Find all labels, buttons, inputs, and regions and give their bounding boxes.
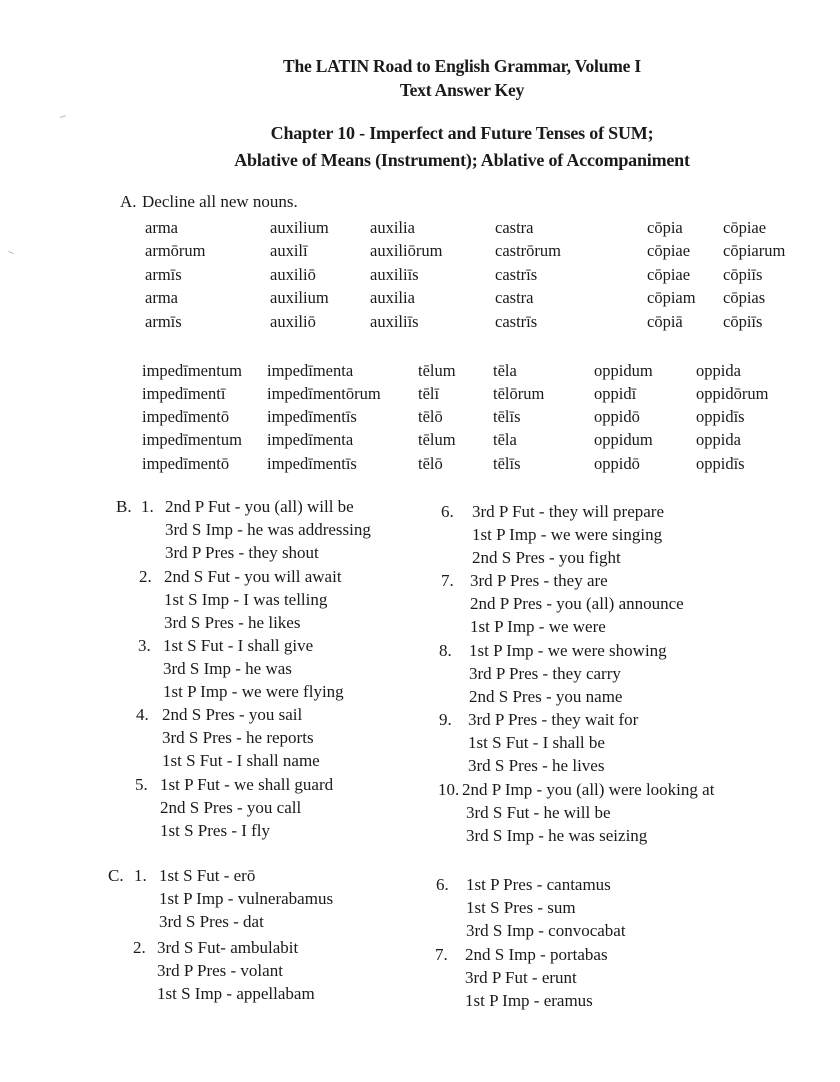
declension-form: impedīmenta <box>267 430 354 449</box>
answer-line: 2nd S Fut - you will await <box>164 567 342 586</box>
declension-form: cōpias <box>723 288 766 307</box>
declension-form: impedīmentō <box>142 454 230 473</box>
scan-artifact <box>60 115 66 118</box>
answer-line: 3rd S Fut - he will be <box>466 803 611 823</box>
declension-form: cōpiīs <box>723 265 763 284</box>
answer-line: 3rd S Imp - he was <box>163 659 292 679</box>
answer-line: 1st P Imp - vulnerabamus <box>159 889 334 909</box>
book-title: The LATIN Road to English Grammar, Volume I <box>283 56 641 76</box>
declension-form: arma <box>145 288 178 307</box>
item-number: 2. <box>139 567 152 586</box>
answer-line: 1st P Imp - we were showing <box>469 641 667 660</box>
answer-line: 1st P Imp - we were <box>470 617 606 637</box>
scan-artifact <box>8 251 14 254</box>
declension-form: cōpiam <box>647 288 696 307</box>
declension-form: tēlōrum <box>493 384 545 403</box>
declension-form: armīs <box>145 265 182 284</box>
declension-form: castra <box>495 218 534 237</box>
answer-line: 1st S Fut - I shall be <box>468 733 605 753</box>
item-number: 3. <box>138 636 151 655</box>
page-subtitle: Text Answer Key <box>399 80 525 100</box>
answer-line: 1st S Imp - I was telling <box>164 590 328 610</box>
answer-line: 2nd S Pres - you fight <box>472 548 621 568</box>
declension-form: tēla <box>493 430 517 449</box>
declension-form: auxilia <box>370 218 415 237</box>
declension-form: oppidum <box>594 430 653 449</box>
declension-form: auxilia <box>370 288 415 307</box>
declension-form: oppidī <box>594 384 637 403</box>
item-number: 1. <box>134 866 147 885</box>
declension-form: auxiliīs <box>370 312 419 331</box>
declension-form: auxiliō <box>270 312 316 331</box>
declension-form: cōpiae <box>647 241 691 260</box>
answer-line: 2nd S Imp - portabas <box>465 945 608 964</box>
section-b-label: B. <box>116 497 132 516</box>
declension-form: castrōrum <box>495 241 561 260</box>
answer-line: 1st S Pres - I fly <box>160 821 271 841</box>
declension-form: arma <box>145 218 178 237</box>
answer-line: 1st P Fut - we shall guard <box>160 775 334 794</box>
declension-form: impedīmentīs <box>267 407 357 426</box>
answer-line: 3rd S Pres - dat <box>159 912 264 932</box>
declension-form: auxiliō <box>270 265 316 284</box>
answer-line: 3rd S Imp - he was seizing <box>466 826 648 846</box>
declension-form: castra <box>495 288 534 307</box>
answer-line: 2nd P Fut - you (all) will be <box>165 497 354 516</box>
declension-form: oppida <box>696 361 741 380</box>
declension-form: auxilium <box>270 218 329 237</box>
declension-form: oppidīs <box>696 407 745 426</box>
section-a-label: A. <box>120 192 137 211</box>
item-number: 7. <box>435 945 448 964</box>
answer-line: 2nd S Pres - you sail <box>162 705 303 724</box>
declension-form: oppidō <box>594 407 640 426</box>
answer-line: 2nd P Imp - you (all) were looking at <box>462 780 715 799</box>
declension-form: armōrum <box>145 241 206 260</box>
declension-form: impedīmentī <box>142 384 226 403</box>
answer-line: 3rd S Fut- ambulabit <box>157 938 299 957</box>
declension-form: impedīmenta <box>267 361 354 380</box>
answer-line: 1st S Fut - I shall give <box>163 636 314 655</box>
answer-line: 3rd S Pres - he lives <box>468 756 605 776</box>
item-number: 2. <box>133 938 146 957</box>
answer-line: 1st P Imp - we were singing <box>472 525 663 545</box>
declension-form: armīs <box>145 312 182 331</box>
declension-form: auxilium <box>270 288 329 307</box>
answer-line: 2nd P Pres - you (all) announce <box>470 594 684 614</box>
declension-form: tēlō <box>418 407 443 426</box>
declension-form: cōpiarum <box>723 241 786 260</box>
item-number: 5. <box>135 775 148 794</box>
declension-form: auxilī <box>270 241 308 260</box>
answer-line: 3rd P Fut - they will prepare <box>472 502 664 521</box>
declension-form: oppidum <box>594 361 653 380</box>
item-number: 1. <box>141 497 154 516</box>
declension-form: castrīs <box>495 312 538 331</box>
answer-line: 3rd P Pres - they shout <box>165 543 319 563</box>
declension-form: tēlī <box>418 384 440 403</box>
item-number: 6. <box>441 502 454 521</box>
declension-form: cōpia <box>647 218 683 237</box>
item-number: 9. <box>439 710 452 729</box>
declension-form: cōpiae <box>723 218 767 237</box>
answer-line: 3rd S Imp - he was addressing <box>165 520 371 540</box>
item-number: 7. <box>441 571 454 590</box>
declension-form: cōpiīs <box>723 312 763 331</box>
declension-form: tēlum <box>418 361 456 380</box>
declension-form: impedīmentum <box>142 361 242 380</box>
answer-line: 2nd S Pres - you call <box>160 798 302 818</box>
declension-form: cōpiae <box>647 265 691 284</box>
declension-form: auxiliōrum <box>370 241 443 260</box>
answer-line: 3rd S Imp - convocabat <box>466 921 626 941</box>
declension-form: tēla <box>493 361 517 380</box>
answer-line: 1st P Imp - we were flying <box>163 682 344 702</box>
answer-line: 1st P Pres - cantamus <box>466 875 611 894</box>
item-number: 8. <box>439 641 452 660</box>
answer-line: 1st S Imp - appellabam <box>157 984 315 1004</box>
answer-line: 1st S Fut - I shall name <box>162 751 320 771</box>
answer-line: 1st S Pres - sum <box>466 898 576 918</box>
declension-form: oppidō <box>594 454 640 473</box>
item-number: 4. <box>136 705 149 724</box>
declension-form: oppidōrum <box>696 384 769 403</box>
declension-form: cōpiā <box>647 312 683 331</box>
item-number: 10. <box>438 780 460 799</box>
answer-line: 3rd P Pres - they wait for <box>468 710 639 729</box>
declension-form: impedīmentōrum <box>267 384 381 403</box>
chapter-title: Chapter 10 - Imperfect and Future Tenses of SUM; <box>270 123 654 143</box>
answer-line: 3rd P Fut - erunt <box>465 968 577 988</box>
answer-line: 3rd P Pres - they are <box>470 571 608 590</box>
declension-form: auxiliīs <box>370 265 419 284</box>
answer-line: 1st P Imp - eramus <box>465 991 593 1011</box>
declension-form: tēlō <box>418 454 443 473</box>
declension-form: oppidīs <box>696 454 745 473</box>
answer-line: 3rd S Pres - he likes <box>164 613 301 633</box>
answer-line: 3rd P Pres - they carry <box>469 664 621 684</box>
answer-line: 3rd S Pres - he reports <box>162 728 314 748</box>
section-a-instruction: Decline all new nouns. <box>142 192 298 211</box>
declension-form: tēlum <box>418 430 456 449</box>
answer-line: 1st S Fut - erō <box>159 866 256 885</box>
answer-line: 2nd S Pres - you name <box>469 687 623 707</box>
declension-form: oppida <box>696 430 741 449</box>
chapter-subtitle: Ablative of Means (Instrument); Ablative of Accompaniment <box>234 150 690 170</box>
declension-form: impedīmentum <box>142 430 242 449</box>
section-c-label: C. <box>108 866 124 885</box>
answer-line: 3rd P Pres - volant <box>157 961 283 981</box>
item-number: 6. <box>436 875 449 894</box>
declension-form: tēlīs <box>493 454 521 473</box>
declension-form: impedīmentō <box>142 407 230 426</box>
declension-form: impedīmentīs <box>267 454 357 473</box>
declension-form: tēlīs <box>493 407 521 426</box>
declension-form: castrīs <box>495 265 538 284</box>
